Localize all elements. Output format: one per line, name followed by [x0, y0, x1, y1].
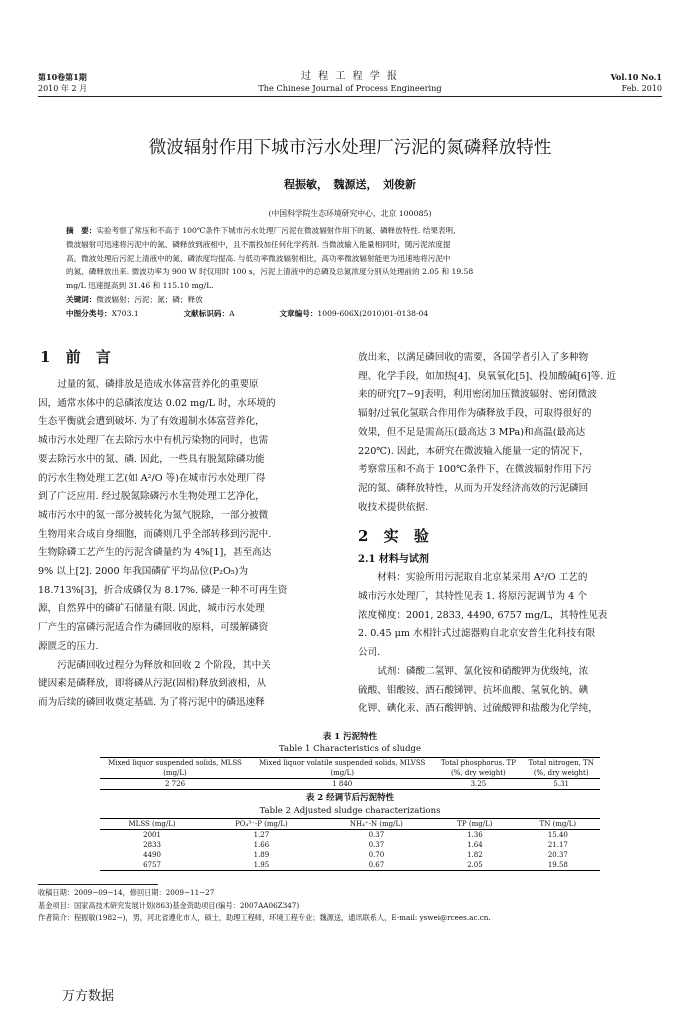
- table-cell: 15.40: [547, 831, 568, 839]
- para-line: 键因素是磷释放，即将磷从污泥(固相)释放到液相，从: [38, 678, 267, 690]
- header-rule: [38, 96, 662, 97]
- table-cell: 3.25: [470, 780, 487, 788]
- para-line: 到了广泛应用. 经过脱氮除磷污水生物处理工艺净化，: [38, 491, 265, 503]
- classification: 中图分类号：X703.1 文献标识码：A 文章编号：1009-606X(2010)01-0138-04: [66, 308, 429, 318]
- table-cell: 1.95: [253, 861, 270, 869]
- para-line: 泥的氮、磷释放特性，从而为开发经济高效的污泥磷回: [358, 482, 589, 494]
- para-line: 要去除污水中的氮、磷. 因此，一些具有脱氮除磷功能: [38, 453, 265, 465]
- para-line: 材料：实验所用污泥取自北京某采用 A²/O 工艺的: [377, 572, 588, 584]
- table-cell: 0.70: [368, 851, 385, 859]
- table-cell: 1.82: [467, 851, 483, 859]
- table-cell: 0.37: [368, 831, 385, 839]
- table-cell: 21.17: [547, 841, 568, 849]
- table2-header: PO₄³⁻-P (mg/L): [235, 820, 288, 828]
- footnote-rule: [38, 884, 158, 885]
- table2-header-row: [100, 819, 600, 830]
- para-line: 城市污水中的氮一部分被转化为氮气脱除，一部分被微: [38, 509, 269, 521]
- abstract-line-2: 微波辐射可迅速将污泥中的氮、磷释放到液相中，且不需投加任何化学药剂. 当微波输入能量相同时，随污泥浓度提: [66, 239, 451, 249]
- table-cell: 1.89: [253, 851, 270, 859]
- table-cell: 1 840: [332, 780, 353, 788]
- paper-title: 微波辐射作用下城市污水处理厂污泥的氮磷释放特性: [148, 138, 552, 158]
- table-cell: 1.66: [253, 841, 270, 849]
- table1-header: Mixed liquor volatile suspended solids, MLVSS (mg/L): [259, 759, 426, 777]
- abstract: [66, 224, 626, 321]
- table2-header: TP (mg/L): [457, 820, 493, 828]
- para-line: 220℃). 因此，本研究在微波输入能量一定的情况下，: [358, 445, 589, 457]
- table-row: [100, 830, 600, 841]
- para-line: 放出来，以满足磷回收的需要，各国学者引入了多种物: [358, 352, 589, 363]
- para-line: 源匮乏的压力.: [38, 640, 99, 652]
- table1-header: Total phosphorus, TP (%, dry weight): [440, 759, 516, 777]
- para-line: 考察常压和不高于 100℃条件下，在微波辐射作用下污: [358, 464, 592, 476]
- table1-header: Total nitrogen, TN (%, dry weight): [528, 759, 594, 777]
- right-column: [358, 349, 662, 719]
- left-column: [38, 376, 342, 713]
- date-en: Feb. 2010: [621, 84, 662, 93]
- date-cn: 2010 年 2 月: [38, 84, 88, 93]
- table-cell: 4490: [143, 851, 161, 859]
- abstract-line-1: 摘 要：实验考察了常压和不高于 100℃条件下城市污水处理厂污泥在微波辐射作用下的氮、磷释放特性. 结果表明,: [66, 226, 456, 235]
- table-cell: 2001: [143, 831, 161, 839]
- table-row: [100, 850, 600, 860]
- table-cell: 0.37: [368, 841, 385, 849]
- table-cell: 6757: [143, 861, 161, 869]
- table-cell: 2 726: [164, 780, 186, 788]
- table-cell: 2.05: [467, 861, 483, 869]
- para-line: 生态平衡就会遭到破坏. 为了有效遏制水体富营养化，: [38, 416, 265, 428]
- affiliation: (中国科学院生态环境研究中心，北京 100085): [268, 209, 432, 218]
- para-line: 生物用来合成自身细胞，而磷则几乎全部转移到污泥中.: [38, 528, 272, 540]
- table2-caption-cn: 表 2 经调节后污泥特性: [305, 793, 395, 803]
- para-line: 18.713%[3]，折合成磷仅为 8.17%. 磷是一种不可再生资: [38, 584, 288, 596]
- para-line: 源，自然界中的磷矿石储量有限. 因此，城市污水处理: [38, 603, 265, 615]
- para-line: 理、化学手段，如加热[4]、臭氧氧化[5]、投加酸碱[6]等. 近: [358, 370, 616, 382]
- abstract-line-5: mg/L 迅速提高到 31.46 和 115.10 mg/L.: [66, 281, 214, 291]
- para-line: 化钾、碘化汞、酒石酸钾钠、过硫酸钾和盐酸为化学纯，: [358, 703, 598, 715]
- table-cell: 5.31: [553, 780, 569, 788]
- issue-en: Vol.10 No.1: [610, 72, 662, 82]
- para-line: 城市污水处理厂，其特性见表 1. 将原污泥调节为 4 个: [358, 591, 587, 603]
- table-cell: 19.58: [547, 861, 568, 869]
- table-row: [100, 779, 600, 790]
- footnote-received: 收稿日期：2009−09−14，修回日期：2009−11−27: [38, 888, 215, 897]
- table-cell: 1.36: [467, 831, 483, 839]
- table1-caption-en: Table 1 Characteristics of sludge: [279, 744, 421, 754]
- para-line: 收技术提供依据.: [358, 501, 429, 513]
- table2-header: TN (mg/L): [539, 820, 577, 828]
- table2-header: MLSS (mg/L): [128, 820, 176, 828]
- abstract-line-3: 高，微波处理后污泥上清液中的氮、磷浓度均提高. 与低功率微波辐射相比，高功率微波辐射能更为迅速地将污泥中: [66, 253, 451, 263]
- para-line: 厂产生的富磷污泥适合作为磷回收的原料，可缓解磷资: [38, 622, 269, 634]
- para-line: 硫酸、钼酸铵、酒石酸锑钾、抗坏血酸、氢氧化钠、碘: [358, 684, 589, 696]
- table-cell: 1.64: [467, 841, 483, 849]
- table-cell: 2833: [143, 841, 161, 849]
- para-line: 的污水生物处理工艺(如 A²/O 等)在城市污水处理厂得: [38, 472, 266, 484]
- abstract-label: 摘 要：: [66, 226, 97, 235]
- section2-title: 2 实 验: [358, 527, 434, 546]
- keywords: 关键词：微波辐射；污泥；氮；磷；释放: [66, 294, 203, 304]
- para-line: 辐射/过氧化氢联合作用作为磷释放手段，可取得很好的: [358, 408, 592, 420]
- table2: [100, 818, 600, 871]
- table-row: [100, 840, 600, 850]
- para-line: 生物除磷工艺产生的污泥含磷量约为 4%[1]，甚至高达: [38, 547, 272, 559]
- table1-header-row: [100, 758, 600, 779]
- para-line: 而为后续的磷回收奠定基础. 为了将污泥中的磷迅速释: [38, 696, 265, 708]
- watermark: 万方数据: [62, 989, 115, 1004]
- para-line: 因，通常水体中的总磷浓度达 0.02 mg/L 时，水环境的: [38, 397, 276, 409]
- table-row: [100, 860, 600, 871]
- footnotes: [38, 887, 662, 925]
- table-cell: 1.27: [253, 831, 270, 839]
- para-line: 过量的氮、磷排放是造成水体富营养化的重要原: [57, 379, 259, 390]
- para-line: 试剂：磷酸二氢钾、氯化铵和硝酸钾为优级纯，浓: [377, 665, 589, 677]
- journal-en: The Chinese Journal of Process Engineering: [258, 83, 442, 93]
- para-line: 公司.: [358, 647, 381, 659]
- para-line: 2. 0.45 μm 水相针式过滤器购自北京安普生化科技有限: [358, 628, 596, 640]
- section1-title: 1 前 言: [40, 348, 116, 366]
- subsection-title: 2.1 材料与试剂: [358, 554, 429, 566]
- footnote-author: 作者简介：程振敏(1982−)，男，河北省遵化市人，硕士，助理工程师，环境工程专业；魏源送，通讯联系人，E-mail: yswei@rcees.ac.cn.: [38, 913, 491, 922]
- table1: [100, 757, 600, 790]
- para-line: 来的研究[7−9]表明，利用密闭加压微波辐射、密闭微波: [358, 389, 597, 401]
- para-line: 9% 以上[2]. 2000 年我国磷矿平均品位(P₂O₅)为: [38, 566, 249, 578]
- footnote-funding: 基金项目：国家高技术研究发展计划(863)基金资助项目(编号：2007AA06Z347): [38, 900, 300, 910]
- issue-cn: 第10卷第1期: [38, 72, 87, 82]
- abstract-line-4: 的氮、磷释放出来. 微波功率为 900 W 时仅用时 100 s，污泥上清液中的总磷及总氮浓度分别从处理前的 2.05 和 19.58: [66, 267, 474, 277]
- para-line: 污泥磷回收过程分为释放和回收 2 个阶段，其中关: [57, 659, 271, 671]
- para-line: 效果，但不足是需高压(最高达 3 MPa)和高温(最高达: [358, 426, 586, 438]
- table2-header: NH₄⁺-N (mg/L): [349, 820, 403, 828]
- para-line: 浓度梯度：2001, 2833, 4490, 6757 mg/L，其特性见表: [358, 609, 608, 621]
- journal-cn: 过 程 工 程 学 报: [301, 71, 399, 82]
- table1-caption-cn: 表 1 污泥特性: [322, 732, 378, 742]
- table2-caption-en: Table 2 Adjusted sludge characterizations: [259, 806, 441, 816]
- authors: 程振敏， 魏源送， 刘俊新: [284, 178, 416, 191]
- para-line: 城市污水处理厂在去除污水中有机污染物的同时，也需: [38, 435, 269, 447]
- table-cell: 20.37: [547, 851, 568, 859]
- table1-header: Mixed liquor suspended solids, MLSS (mg/L): [108, 759, 242, 777]
- table-cell: 0.67: [368, 861, 385, 869]
